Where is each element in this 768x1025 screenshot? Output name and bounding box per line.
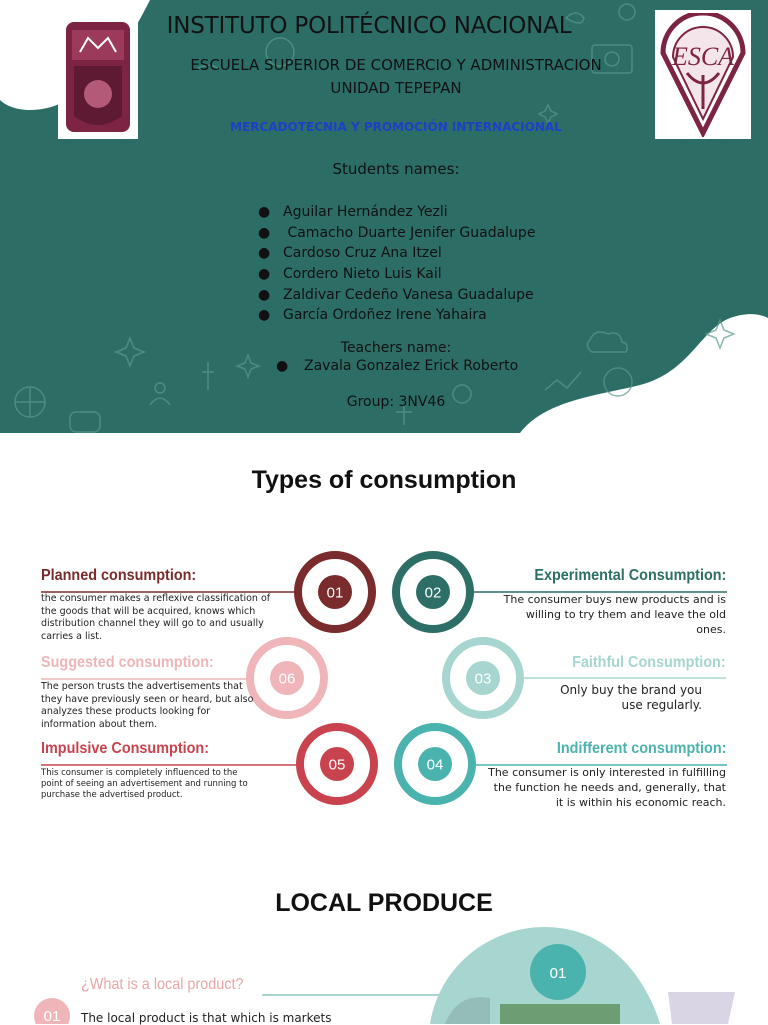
suggested-desc: The person trusts the advertisements that they have previously seen or heard, but also analyzes these products looking for information about them.	[41, 681, 254, 730]
indifferent-desc: The consumer is only interested in fulfilling the function he needs and, generally, that it is within his economic reach.	[488, 766, 726, 809]
planned-desc: the consumer makes a reflexive classification of the goods that will be acquired, knows which distribution channel they will go to and usually carries a list.	[41, 593, 271, 642]
step-04	[398, 727, 472, 801]
local-badge-right-number: 01	[549, 965, 567, 982]
step-number: 05	[328, 756, 346, 774]
student-name: Cardoso Cruz Ana Itzel	[283, 245, 442, 262]
step-03	[446, 641, 520, 715]
impulsive-desc: This consumer is completely influenced to the point of seeing an advertisement and running to purchase the advertised product.	[41, 768, 248, 800]
types-title: Types of consumption	[251, 466, 517, 494]
impulsive-title: Impulsive Consumption:	[41, 740, 210, 757]
bullet-icon: ●	[258, 204, 271, 220]
step-number: 04	[426, 756, 444, 774]
students-heading: Students names:	[332, 160, 460, 178]
experimental-desc: The consumer buys new products and is willing to try them and leave the old ones.	[503, 593, 726, 636]
unit-name: UNIDAD TEPEPAN	[330, 79, 462, 97]
faithful-title: Faithful Consumption:	[572, 654, 726, 671]
step-number: 03	[474, 670, 492, 688]
student-name: García Ordoñez Irene Yahaira	[283, 307, 487, 324]
faithful-desc: Only buy the brand you use regularly.	[560, 683, 702, 712]
bullet-icon: ●	[258, 224, 271, 241]
local-produce-title: LOCAL PRODUCE	[275, 889, 493, 917]
produce-photo	[500, 1004, 620, 1024]
step-05	[300, 727, 374, 801]
student-name: Camacho Duarte Jenifer Guadalupe	[283, 224, 536, 241]
step-number: 02	[424, 584, 442, 602]
bullet-icon: ●	[276, 358, 289, 374]
bullet-icon: ●	[258, 266, 271, 283]
local-question: ¿What is a local product?	[81, 976, 244, 993]
indifferent-title: Indifferent consumption:	[556, 740, 726, 757]
bullet-icon: ●	[258, 245, 271, 262]
bullet-icon: ●	[258, 307, 271, 324]
step-number: 01	[326, 584, 344, 602]
teachers-heading: Teachers name:	[340, 340, 452, 356]
teacher-name: Zavala Gonzalez Erick Roberto	[304, 358, 519, 374]
planned-title: Planned consumption:	[41, 567, 197, 584]
school-name: ESCUELA SUPERIOR DE COMERCIO Y ADMINISTRACION	[190, 56, 602, 74]
bullet-icon: ●	[258, 286, 271, 303]
local-text: The local product is that which is markets	[81, 1011, 332, 1025]
local-produce-graphic	[0, 920, 768, 1024]
step-number: 06	[278, 670, 296, 688]
suggested-title: Suggested consumption:	[41, 654, 214, 671]
student-name: Cordero Nieto Luis Kail	[283, 266, 442, 283]
group-label: Group: 3NV46	[346, 394, 446, 410]
institute-title: INSTITUTO POLITÉCNICO NACIONAL	[166, 13, 572, 39]
step-01	[298, 555, 372, 629]
esca-logo-letters: ESCA	[671, 41, 735, 71]
experimental-title: Experimental Consumption:	[533, 567, 726, 584]
local-badge-left-number: 01	[43, 1008, 61, 1024]
step-06	[250, 641, 324, 715]
student-name: Zaldivar Cedeño Vanesa Guadalupe	[283, 286, 534, 303]
student-name: Aguilar Hernández Yezli	[283, 204, 448, 220]
step-02	[396, 555, 470, 629]
program-name: MERCADOTECNIA Y PROMOCIÓN INTERNACIONAL	[230, 120, 562, 134]
photo-right	[668, 992, 735, 1024]
